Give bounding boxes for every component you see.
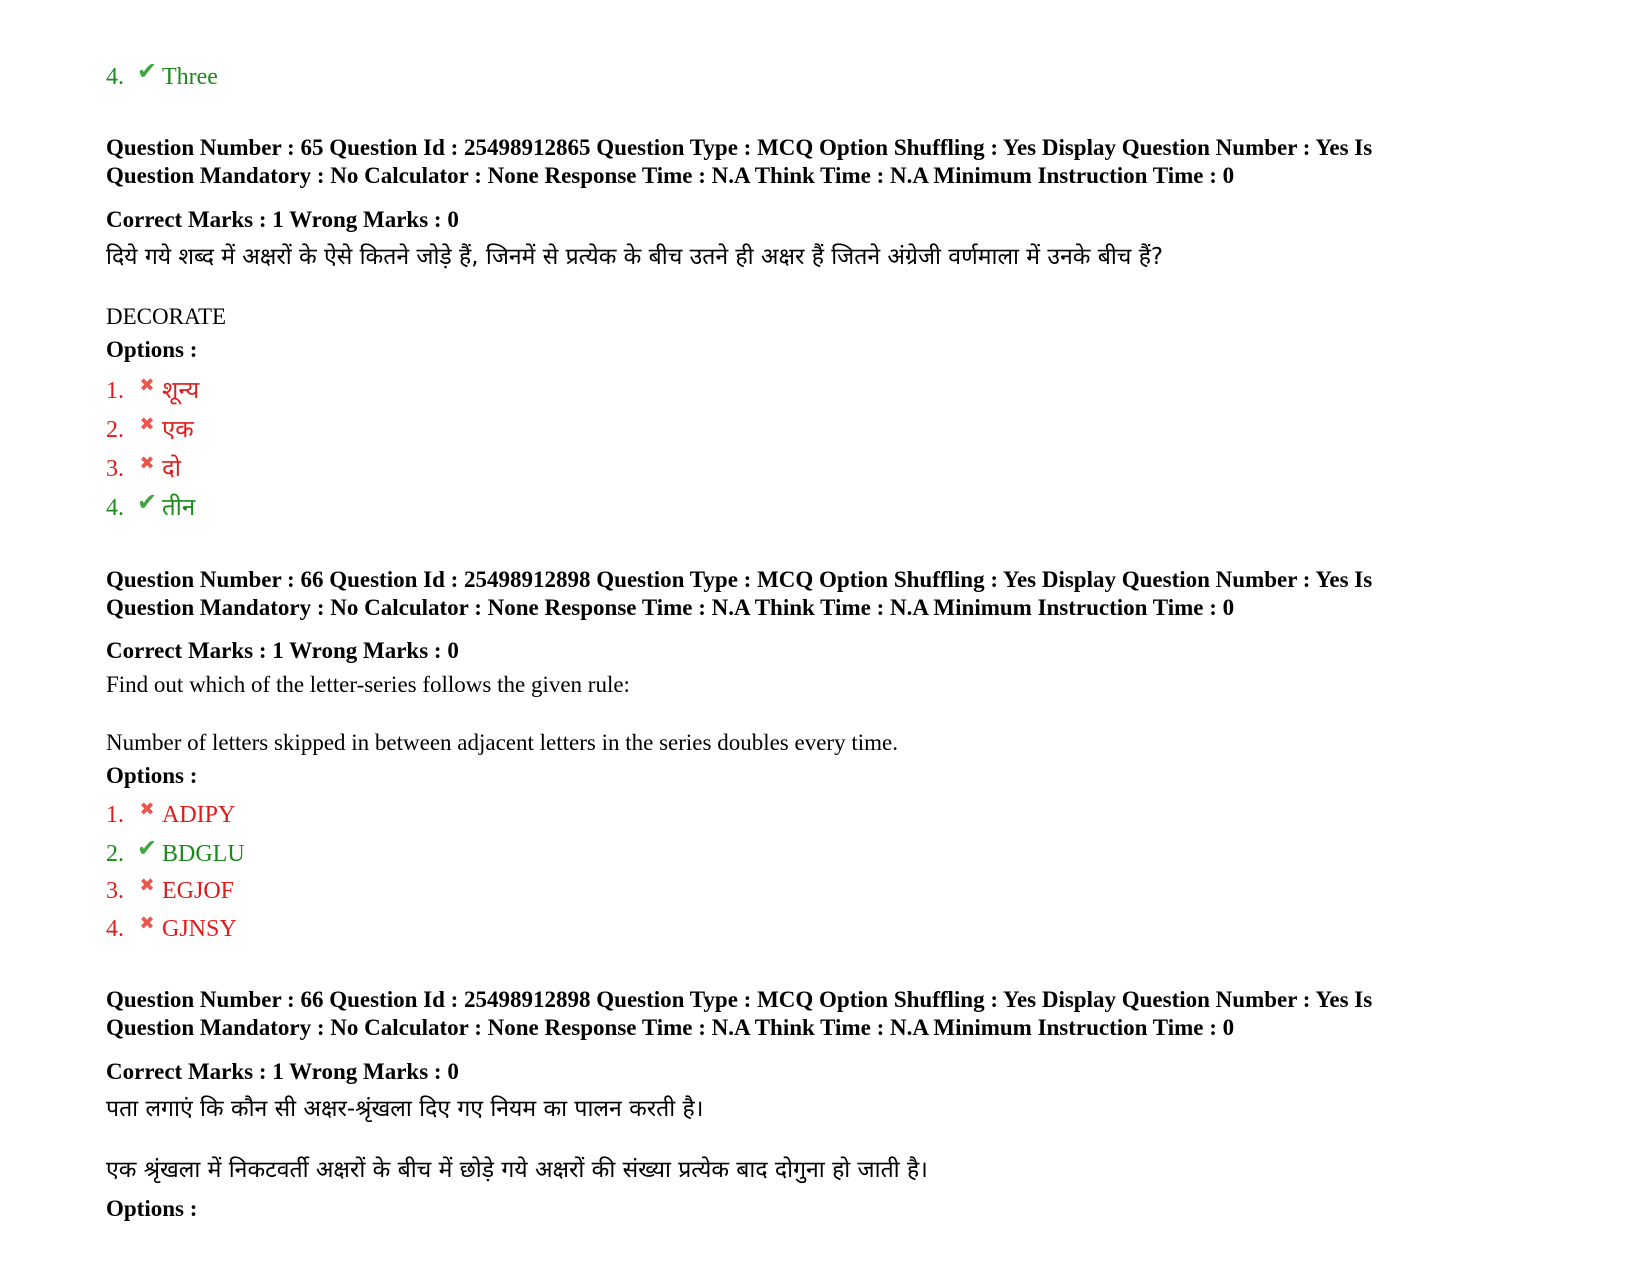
option-number: 4. [106,64,124,90]
question-rule-q66-hi: एक श्रृंखला में निकटवर्ती अक्षरों के बीच में छोड़े गये अक्षरों की संख्या प्रत्येक बाद दोगुना हो जाती है। [106,1157,928,1183]
marks-q66-en: Correct Marks : 1 Wrong Marks : 0 [106,638,459,663]
options-label-q66-hi: Options : [106,1196,198,1221]
check-icon: ✔ [136,488,158,516]
option-number: 2. [106,417,124,443]
option-text: Three [162,64,218,90]
option-number: 3. [106,456,124,482]
question-word-q65: DECORATE [106,304,227,329]
meta-line-1: Question Number : 65 Question Id : 25498912865 Question Type : MCQ Option Shuffling : Yes Display Question Number : Yes Is [106,135,1373,160]
marks-q65: Correct Marks : 1 Wrong Marks : 0 [106,207,459,232]
option-number: 1. [106,378,124,404]
option-prev-4 [106,57,218,91]
option-number: 1. [106,802,124,828]
option-number: 4. [106,916,124,942]
cross-icon: ✖ [139,375,155,396]
question-meta-q65 [106,134,1566,190]
check-icon: ✔ [136,57,158,85]
option-q65-4 [106,488,196,522]
option-q65-2 [106,415,194,446]
option-text: ADIPY [162,802,236,828]
meta-line-1: Question Number : 66 Question Id : 25498912898 Question Type : MCQ Option Shuffling : Yes Display Question Number : Yes Is [106,987,1373,1012]
option-text: EGJOF [162,878,235,904]
meta-line-1: Question Number : 66 Question Id : 25498912898 Question Type : MCQ Option Shuffling : Yes Display Question Number : Yes Is [106,567,1373,592]
option-text: BDGLU [162,841,245,867]
option-q65-1 [106,376,199,407]
options-label-q65: Options : [106,337,198,362]
marks-q66-hi: Correct Marks : 1 Wrong Marks : 0 [106,1059,459,1084]
question-text-q65: दिये गये शब्द में अक्षरों के ऐसे कितने जोड़े हैं, जिनमें से प्रत्येक के बीच उतने ही अक्षर हैं जितने अंग्रेजी वर्णमाला में उनके बीच हैं? [106,244,1164,270]
meta-line-2: Question Mandatory : No Calculator : None Response Time : N.A Think Time : N.A Minimum Instruction Time : 0 [106,1015,1235,1040]
cross-icon: ✖ [139,875,155,896]
question-rule-q66-en: Number of letters skipped in between adjacent letters in the series doubles every time. [106,730,898,755]
option-q66-en-3 [106,877,234,907]
meta-line-2: Question Mandatory : No Calculator : None Response Time : N.A Think Time : N.A Minimum Instruction Time : 0 [106,163,1235,188]
option-text: GJNSY [162,916,237,942]
option-text: शून्य [162,376,200,404]
option-number: 4. [106,495,124,521]
cross-icon: ✖ [139,453,155,474]
option-number: 3. [106,878,124,904]
option-q66-en-1 [106,801,235,831]
meta-line-2: Question Mandatory : No Calculator : None Response Time : N.A Think Time : N.A Minimum Instruction Time : 0 [106,595,1235,620]
question-text-q66-en: Find out which of the letter-series follows the given rule: [106,672,630,697]
option-text: तीन [162,493,196,521]
check-icon: ✔ [136,834,158,862]
option-text: एक [162,415,194,443]
cross-icon: ✖ [139,913,155,934]
option-q66-en-2 [106,834,245,868]
cross-icon: ✖ [139,799,155,820]
option-q65-3 [106,454,181,485]
option-number: 2. [106,841,124,867]
options-label-q66-en: Options : [106,763,198,788]
option-q66-en-4 [106,915,237,945]
question-meta-q66-en [106,566,1566,622]
question-text-q66-hi: पता लगाएं कि कौन सी अक्षर-श्रृंखला दिए गए नियम का पालन करती है। [106,1096,704,1122]
question-meta-q66-hi [106,986,1566,1042]
cross-icon: ✖ [139,414,155,435]
option-text: दो [162,454,181,482]
